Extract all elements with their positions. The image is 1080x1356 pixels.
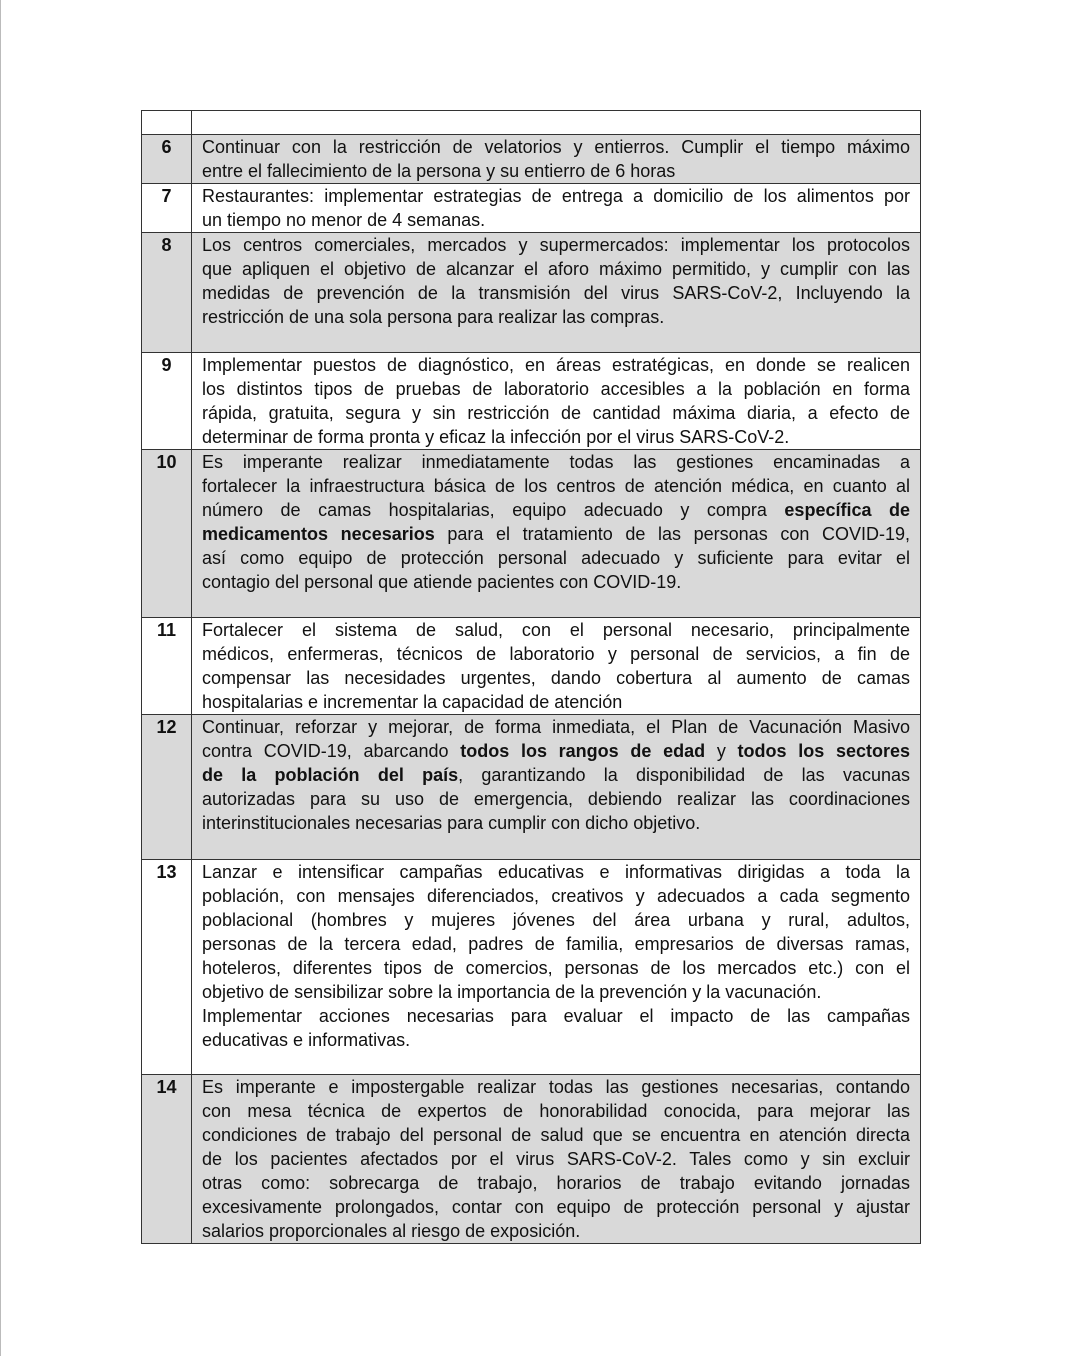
text-line bbox=[202, 281, 910, 305]
text-segment: hospitalarias e incrementar la capacidad de atención bbox=[202, 692, 623, 712]
text-line bbox=[202, 425, 910, 449]
text-segment: Implementar acciones necesarias para evaluar el impacto de las campañas bbox=[202, 1006, 910, 1026]
bold-text: medicamentos necesarios bbox=[202, 524, 435, 544]
text-line bbox=[202, 980, 910, 1004]
bold-text: de la población del país bbox=[202, 765, 459, 785]
text-line bbox=[202, 233, 910, 257]
row-number bbox=[142, 111, 192, 135]
text-segment: entre el fallecimiento de la persona y su entierro de 6 horas bbox=[202, 161, 676, 181]
bold-text: todos los rangos de edad bbox=[460, 741, 706, 761]
text-segment: de los pacientes afectados por el virus SARS-CoV-2. Tales como y sin excluir bbox=[202, 1149, 910, 1169]
text-segment: y bbox=[705, 741, 738, 761]
text-line bbox=[202, 908, 910, 932]
table-row bbox=[142, 353, 921, 450]
table-row bbox=[142, 233, 921, 353]
text-line bbox=[202, 570, 910, 594]
measure-text bbox=[192, 450, 921, 618]
text-segment: autorizadas para su uso de emergencia, debiendo realizar las coordinaciones bbox=[202, 789, 910, 809]
bold-text: específica de bbox=[784, 500, 910, 520]
text-line bbox=[202, 642, 910, 666]
measure-text bbox=[192, 1075, 921, 1244]
row-number: 13 bbox=[142, 860, 192, 1075]
text-line bbox=[202, 1219, 910, 1243]
text-segment: con mesa técnica de expertos de honorabilidad conocida, para mejorar las bbox=[202, 1101, 910, 1121]
measures-table bbox=[141, 110, 921, 1244]
text-segment: para el tratamiento de las personas con COVID-19, bbox=[434, 524, 910, 544]
row-number: 11 bbox=[142, 618, 192, 715]
text-line bbox=[202, 739, 910, 763]
text-segment: los distintos tipos de pruebas de laboratorio accesibles a la población en forma bbox=[202, 379, 910, 399]
measure-text bbox=[192, 715, 921, 860]
text-line bbox=[202, 1123, 910, 1147]
text-segment: Es imperante realizar inmediatamente todas las gestiones encaminadas a bbox=[202, 452, 910, 472]
measure-text bbox=[192, 618, 921, 715]
table-row bbox=[142, 860, 921, 1075]
table-row bbox=[142, 618, 921, 715]
text-segment: poblacional (hombres y mujeres jóvenes del área urbana y rural, adultos, bbox=[202, 910, 910, 930]
text-segment: medidas de prevención de la transmisión del virus SARS-CoV-2, Incluyendo la bbox=[202, 283, 910, 303]
text-segment: Los centros comerciales, mercados y supermercados: implementar los protocolos bbox=[202, 235, 910, 255]
text-segment: población, con mensajes diferenciados, creativos y adecuados a cada segmento bbox=[202, 886, 910, 906]
text-line bbox=[202, 546, 910, 570]
text-segment: personas de la tercera edad, padres de familia, empresarios de diversas ramas, bbox=[202, 934, 910, 954]
text-line bbox=[202, 522, 910, 546]
text-line bbox=[202, 884, 910, 908]
text-segment: fortalecer la infraestructura básica de los centros de atención médica, en cuanto al bbox=[202, 476, 910, 496]
measure-text bbox=[192, 111, 921, 135]
text-line bbox=[202, 690, 910, 714]
page-edge bbox=[0, 0, 1, 1356]
text-line bbox=[202, 353, 910, 377]
text-segment: compensar las necesidades urgentes, dando cobertura al aumento de camas bbox=[202, 668, 910, 688]
row-number: 7 bbox=[142, 184, 192, 233]
text-line bbox=[202, 1028, 910, 1052]
row-number: 8 bbox=[142, 233, 192, 353]
text-segment: Fortalecer el sistema de salud, con el personal necesario, principalmente bbox=[202, 620, 910, 640]
text-line bbox=[202, 1171, 910, 1195]
text-line bbox=[202, 1195, 910, 1219]
text-segment: Continuar, reforzar y mejorar, de forma inmediata, el Plan de Vacunación Masivo bbox=[202, 717, 910, 737]
text-line bbox=[202, 715, 910, 739]
text-line bbox=[202, 377, 910, 401]
text-segment: contagio del personal que atiende pacientes con COVID-19. bbox=[202, 572, 682, 592]
text-segment: Implementar puestos de diagnóstico, en áreas estratégicas, en donde se realicen bbox=[202, 355, 910, 375]
table-row bbox=[142, 111, 921, 135]
text-segment: hoteleros, diferentes tipos de comercios, personas de los mercados etc.) con el bbox=[202, 958, 910, 978]
measure-text bbox=[192, 860, 921, 1075]
text-segment: restricción de una sola persona para realizar las compras. bbox=[202, 307, 665, 327]
text-segment: condiciones de trabajo del personal de salud que se encuentra en atención directa bbox=[202, 1125, 910, 1145]
text-line bbox=[202, 184, 910, 208]
row-number: 9 bbox=[142, 353, 192, 450]
table-row bbox=[142, 450, 921, 618]
text-segment: excesivamente prolongados, contar con equipo de protección personal y ajustar bbox=[202, 1197, 910, 1217]
text-line bbox=[202, 305, 910, 329]
text-line bbox=[202, 1004, 910, 1028]
text-line bbox=[202, 257, 910, 281]
text-line bbox=[202, 450, 910, 474]
measure-text bbox=[192, 233, 921, 353]
measure-text bbox=[192, 184, 921, 233]
text-segment: así como equipo de protección personal adecuado y suficiente para evitar el bbox=[202, 548, 910, 568]
text-line bbox=[202, 763, 910, 787]
text-line bbox=[202, 666, 910, 690]
text-line bbox=[202, 208, 910, 232]
text-line bbox=[202, 956, 910, 980]
table-row bbox=[142, 184, 921, 233]
text-segment: Es imperante e impostergable realizar todas las gestiones necesarias, contando bbox=[202, 1077, 910, 1097]
text-segment: Restaurantes: implementar estrategias de entrega a domicilio de los alimentos por bbox=[202, 186, 910, 206]
text-line bbox=[202, 498, 910, 522]
row-number: 10 bbox=[142, 450, 192, 618]
text-line bbox=[202, 860, 910, 884]
row-number: 14 bbox=[142, 1075, 192, 1244]
text-segment: salarios proporcionales al riesgo de exposición. bbox=[202, 1221, 581, 1241]
row-number: 12 bbox=[142, 715, 192, 860]
text-line bbox=[202, 618, 910, 642]
text-segment: que apliquen el objetivo de alcanzar el aforo máximo permitido, y cumplir con las bbox=[202, 259, 910, 279]
table-row bbox=[142, 1075, 921, 1244]
measure-text bbox=[192, 135, 921, 184]
text-line bbox=[202, 474, 910, 498]
text-segment: interinstitucionales necesarias para cumplir con dicho objetivo. bbox=[202, 813, 701, 833]
bold-text: todos los sectores bbox=[737, 741, 910, 761]
text-segment: Lanzar e intensificar campañas educativas e informativas dirigidas a toda la bbox=[202, 862, 910, 882]
text-segment: número de camas hospitalarias, equipo adecuado y compra bbox=[202, 500, 785, 520]
text-line bbox=[202, 135, 910, 159]
text-line bbox=[202, 787, 910, 811]
text-segment: otras como: sobrecarga de trabajo, horarios de trabajo evitando jornadas bbox=[202, 1173, 910, 1193]
text-segment: médicos, enfermeras, técnicos de laboratorio y personal de servicios, a fin de bbox=[202, 644, 910, 664]
text-segment: , garantizando la disponibilidad de las vacunas bbox=[458, 765, 910, 785]
text-segment: educativas e informativas. bbox=[202, 1030, 411, 1050]
text-line bbox=[202, 1075, 910, 1099]
text-line bbox=[202, 811, 910, 835]
text-segment: un tiempo no menor de 4 semanas. bbox=[202, 210, 486, 230]
table-row bbox=[142, 715, 921, 860]
text-line bbox=[202, 401, 910, 425]
measure-text bbox=[192, 353, 921, 450]
text-segment: determinar de forma pronta y eficaz la infección por el virus SARS-CoV-2. bbox=[202, 427, 790, 447]
text-line bbox=[202, 159, 910, 183]
text-segment: contra COVID-19, abarcando bbox=[202, 741, 461, 761]
text-line bbox=[202, 1099, 910, 1123]
table-row bbox=[142, 135, 921, 184]
text-segment: rápida, gratuita, segura y sin restricción de cantidad máxima diaria, a efecto de bbox=[202, 403, 910, 423]
text-line bbox=[202, 932, 910, 956]
text-segment: objetivo de sensibilizar sobre la importancia de la prevención y la vacunación. bbox=[202, 982, 822, 1002]
row-number: 6 bbox=[142, 135, 192, 184]
text-line bbox=[202, 1147, 910, 1171]
text-segment: Continuar con la restricción de velatorios y entierros. Cumplir el tiempo máximo bbox=[202, 137, 910, 157]
